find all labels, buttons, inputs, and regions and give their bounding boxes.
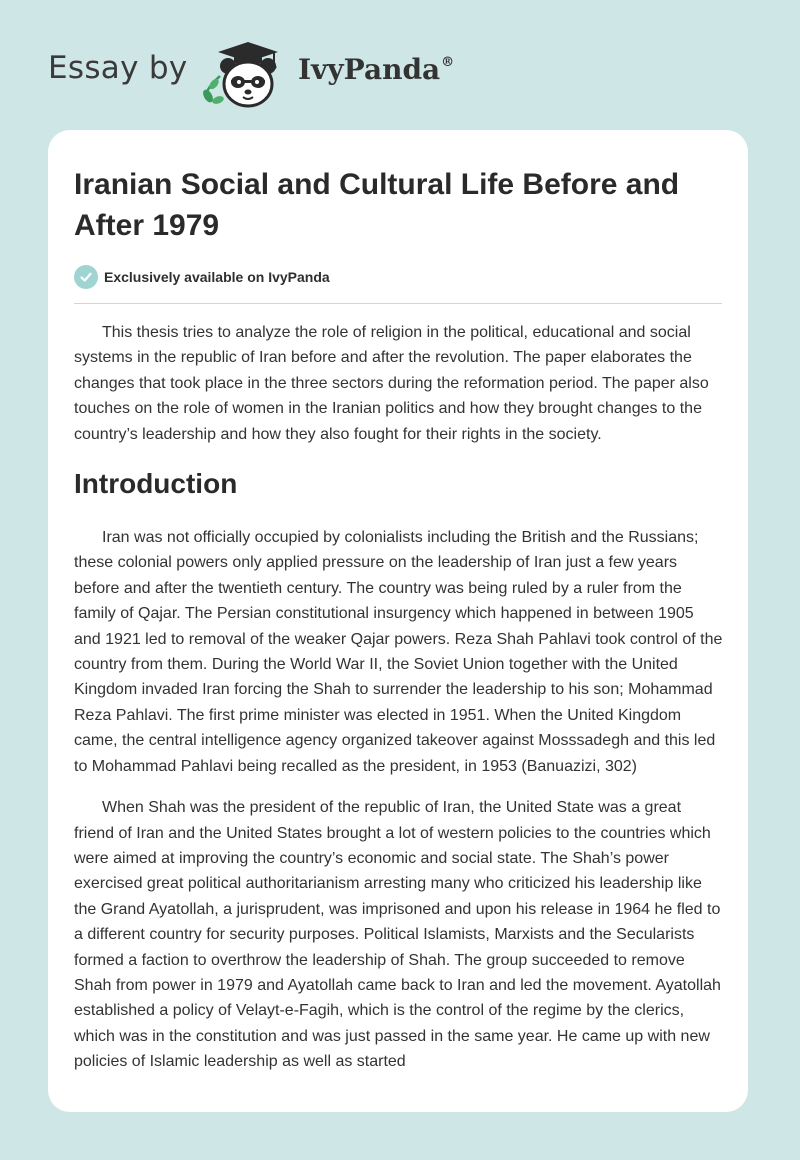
- panda-logo-icon[interactable]: [198, 36, 290, 116]
- exclusive-badge: [74, 265, 330, 289]
- exclusive-badge-label: Exclusively available on IvyPanda: [104, 269, 330, 285]
- article-title: Iranian Social and Cultural Life Before and After 1979: [74, 168, 680, 242]
- section-heading-introduction: Introduction: [74, 468, 238, 500]
- body-paragraph-2: When Shah was the president of the republic of Iran, the United State was a great friend of Iran and the United States brought a lot of western policies to the countries which were aimed at improving the country’s economic and social state. The Shah’s power exercised great political authoritarianism arresting many who criticized his leadership like the Grand Ayatollah, a jurisprudent, was imprisoned and upon his release in 1964 he fled to a different country for security purposes. Political Islamists, Marxists and the Secularists formed a faction to overthrow the leadership of Shah. The group succeeded to remove Shah from power in 1979 and Ayatollah came back to Iran and led the movement. Ayatollah established a policy of Velayt-e-Fagih, which is the control of the regime by the clerics, which was in the constitution and was just passed in the same year. He came up with new policies of Islamic leadership as well as started: [74, 799, 721, 1071]
- title-divider: [74, 303, 722, 304]
- checkmark-icon: [74, 265, 98, 289]
- essay-by-label: Essay by: [48, 50, 188, 86]
- article-body: [74, 320, 724, 1075]
- registered-mark: ®: [441, 55, 455, 70]
- site-header: [48, 30, 648, 110]
- abstract-paragraph: This thesis tries to analyze the role of religion in the political, educational and social systems in the republic of Iran before and after the revolution. The paper elaborates the changes that took place in the three sectors during the reformation period. The paper also touches on the role of women in the Iranian politics and how they brought changes to the country’s leadership and how they also fought for their rights in the society.: [74, 324, 709, 443]
- article-card: [48, 130, 748, 1112]
- brand-name[interactable]: IvyPanda®: [298, 53, 455, 86]
- body-paragraph-1: Iran was not officially occupied by colonialists including the British and the Russians; these colonial powers only applied pressure on the leadership of Iran just a few years before and after the twentieth century. The country was being ruled by a ruler from the family of Qajar. The Persian constitutional insurgency which happened in between 1905 and 1921 led to removal of the weaker Qajar powers. Reza Shah Pahlavi took control of the country from them. During the World War II, the Soviet Union together with the United Kingdom invaded Iran forcing the Shah to surrender the leadership to his son; Mohammad Reza Pahlavi. The first prime minister was elected in 1951. When the United Kingdom came, the central intelligence agency organized takeover against Mosssadegh and this led to Mohammad Pahlavi being recalled as the president, in 1953 (Banuazizi, 302): [74, 529, 723, 775]
